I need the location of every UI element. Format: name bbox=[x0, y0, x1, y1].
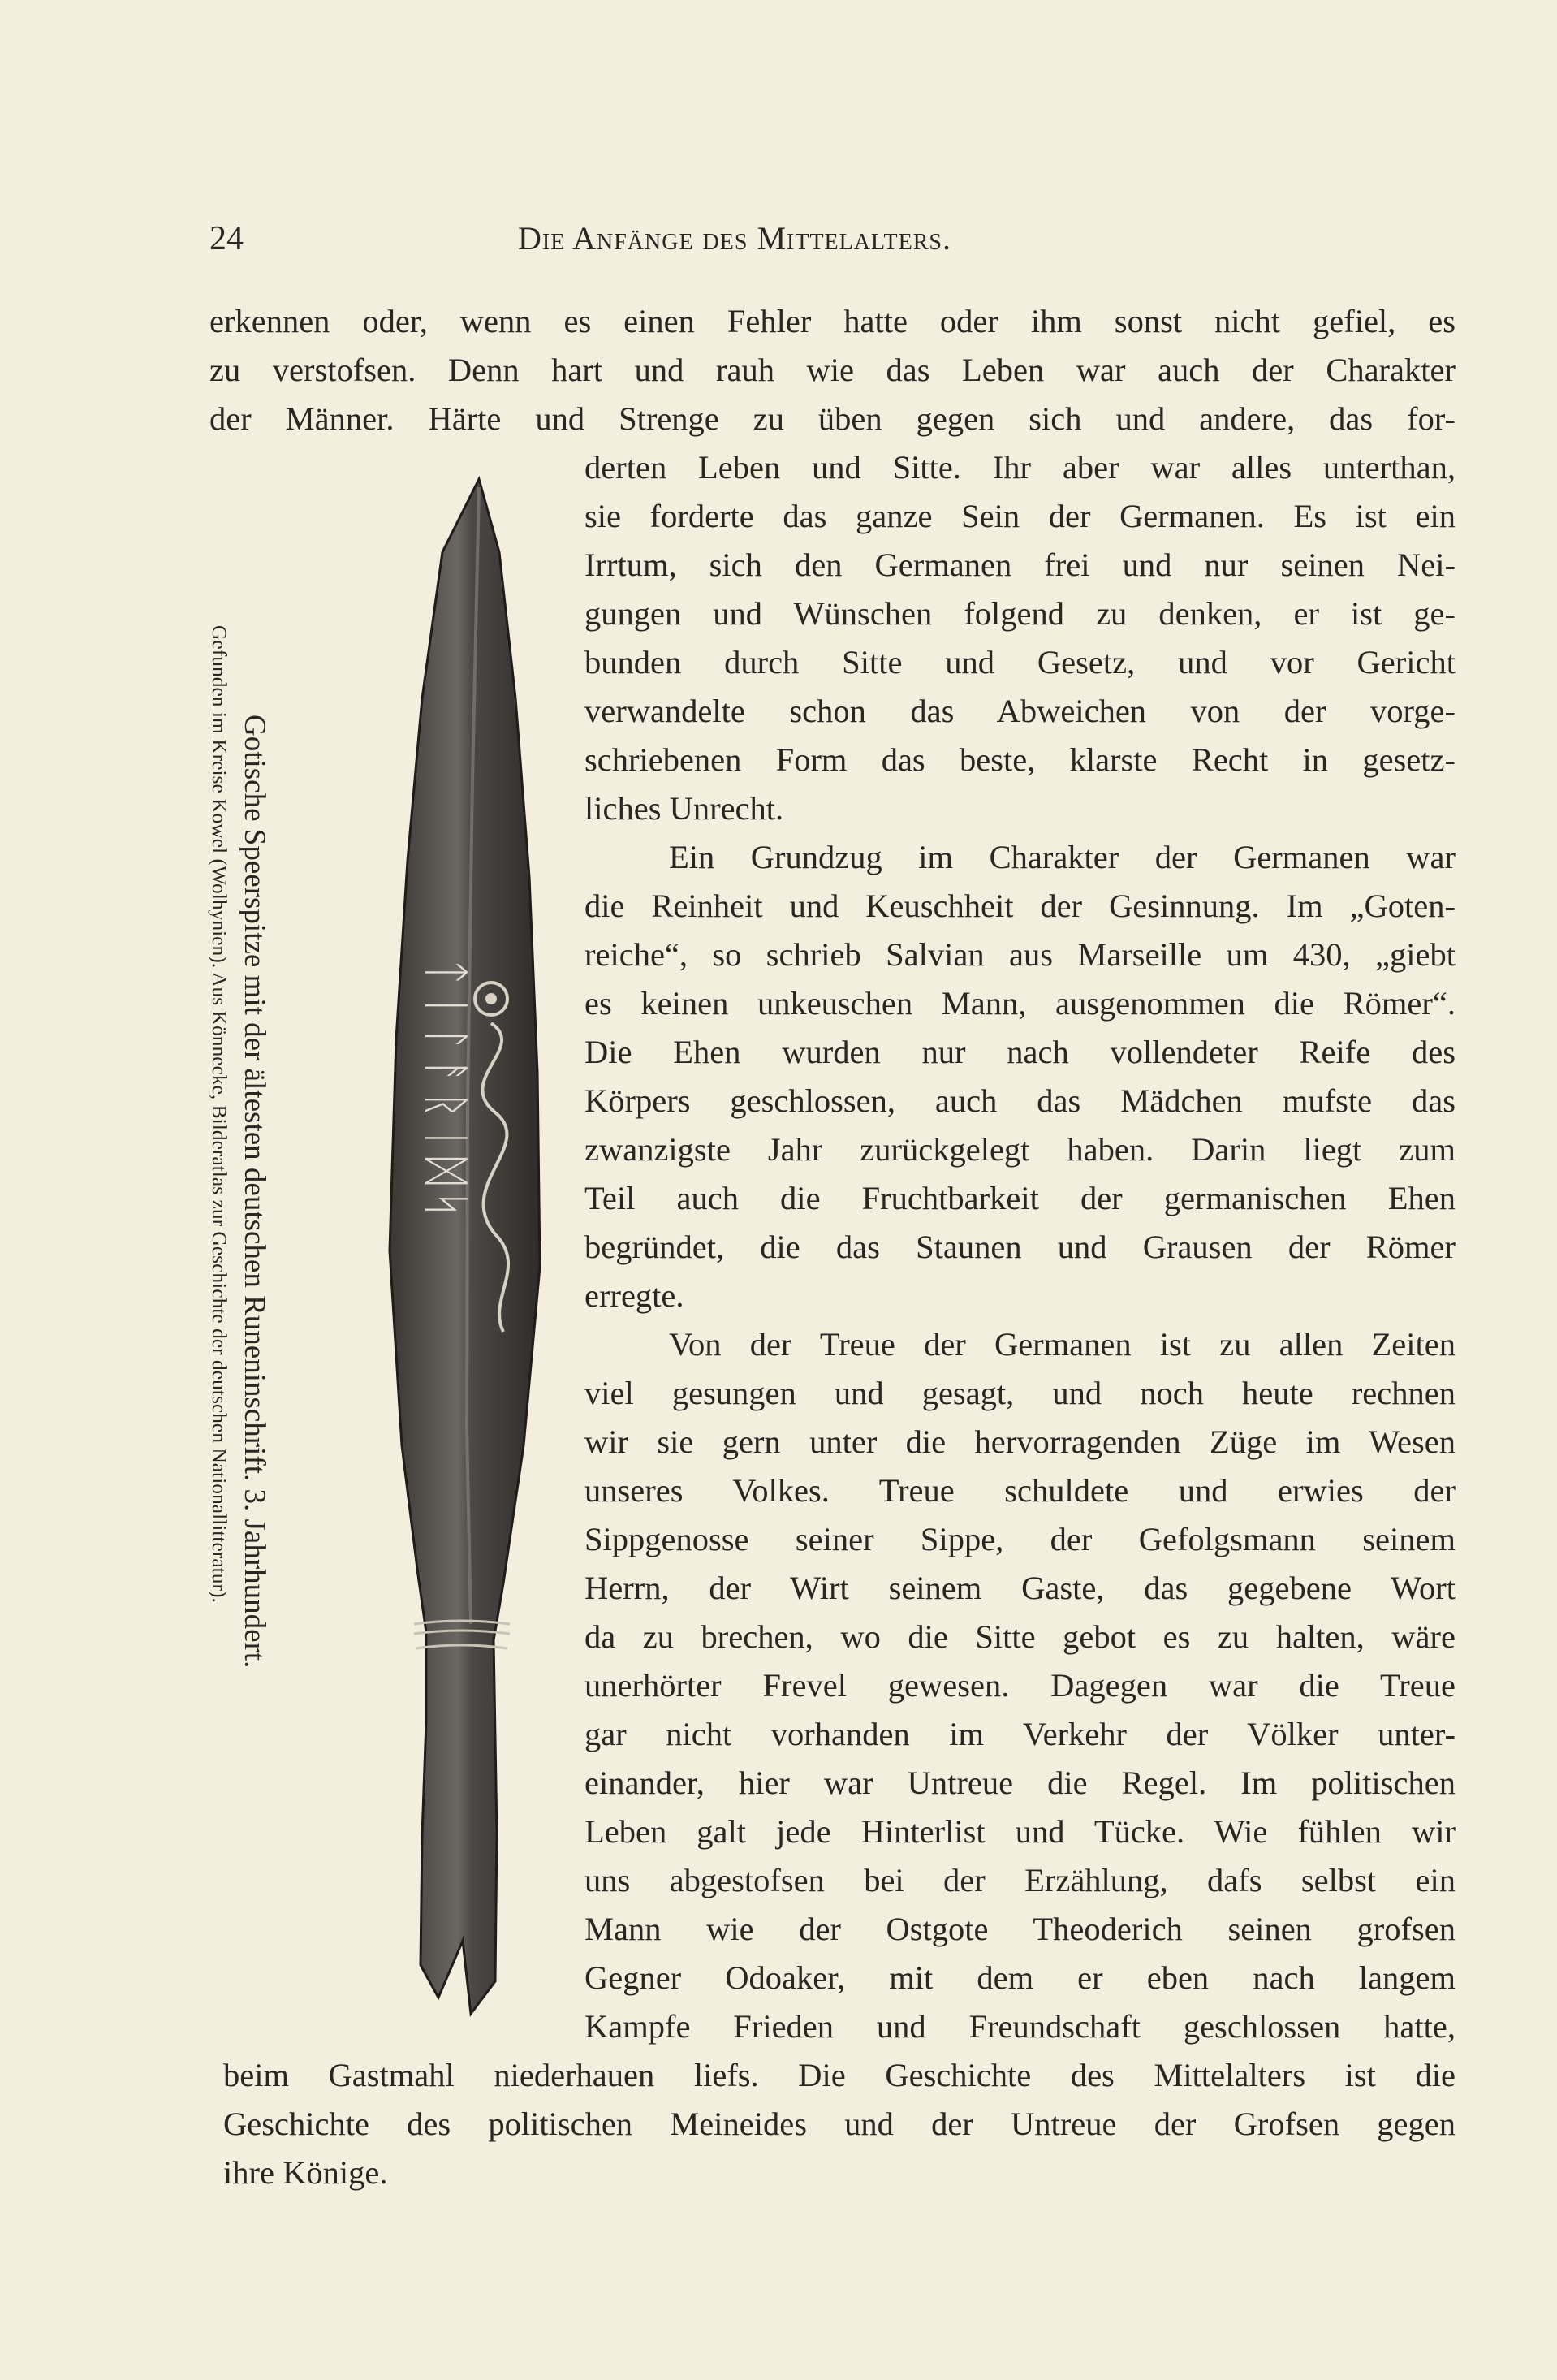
body-line: gar nicht vorhanden im Verkehr der Völker unter- bbox=[584, 1716, 1456, 1752]
body-line: unseres Volkes. Treue schuldete und erwies der bbox=[584, 1472, 1456, 1509]
body-line: Teil auch die Fruchtbarkeit der germanischen Ehen bbox=[584, 1180, 1456, 1216]
body-line: viel gesungen und gesagt, und noch heute rechnen bbox=[584, 1375, 1456, 1411]
body-line: reiche“, so schrieb Salvian aus Marseille um 430, „giebt bbox=[584, 936, 1456, 973]
body-line: Herrn, der Wirt seinem Gaste, das gegebene Wort bbox=[584, 1570, 1456, 1606]
body-line: Sippgenosse seiner Sippe, der Gefolgsmann seinem bbox=[584, 1521, 1456, 1557]
body-line: Gegner Odoaker, mit dem er eben nach langem bbox=[584, 1959, 1456, 1996]
body-line: Leben galt jede Hinterlist und Tücke. Wie fühlen wir bbox=[584, 1813, 1456, 1850]
body-line: einander, hier war Untreue die Regel. Im politischen bbox=[584, 1764, 1456, 1801]
body-line: Die Ehen wurden nur nach vollendeter Reife des bbox=[584, 1034, 1456, 1070]
body-line: Geschichte des politischen Meineides und der Untreue der Grofsen gegen bbox=[223, 2106, 1456, 2142]
body-line: uns abgestofsen bei der Erzählung, dafs selbst ein bbox=[584, 1862, 1456, 1898]
body-line: zu verstofsen. Denn hart und rauh wie das Leben war auch der Charakter bbox=[209, 352, 1456, 388]
body-line: Kampfe Frieden und Freundschaft geschlossen hatte, bbox=[584, 2008, 1456, 2045]
body-line: wir sie gern unter die hervorragenden Züge im Wesen bbox=[584, 1423, 1456, 1460]
body-line: sie forderte das ganze Sein der Germanen. Es ist ein bbox=[584, 498, 1456, 534]
body-line: derten Leben und Sitte. Ihr aber war alles unterthan, bbox=[584, 449, 1456, 486]
body-line: ihre Könige. bbox=[223, 2154, 388, 2191]
body-line: bunden durch Sitte und Gesetz, und vor Gericht bbox=[584, 644, 1456, 680]
body-line: schriebenen Form das beste, klarste Recht in gesetz- bbox=[584, 741, 1456, 778]
rune-inscription: ᛏᛁᛚᚨᚱᛁᛞᛋ bbox=[419, 958, 474, 1224]
page-number: 24 bbox=[209, 220, 244, 257]
body-line: unerhörter Frevel gewesen. Dagegen war die Treue bbox=[584, 1667, 1456, 1704]
body-line: Irrtum, sich den Germanen frei und nur seinen Nei- bbox=[584, 546, 1456, 583]
body-line: die Reinheit und Keuschheit der Gesinnung. Im „Goten- bbox=[584, 888, 1456, 924]
body-line: beim Gastmahl niederhauen liefs. Die Geschichte des Mittelalters ist die bbox=[223, 2057, 1456, 2093]
body-line: erregte. bbox=[584, 1277, 684, 1314]
body-line: zwanzigste Jahr zurückgelegt haben. Darin liegt zum bbox=[584, 1131, 1456, 1168]
body-line: Von der Treue der Germanen ist zu allen Zeiten bbox=[669, 1326, 1456, 1363]
body-line: es keinen unkeuschen Mann, ausgenommen die Römer“. bbox=[584, 985, 1456, 1022]
body-line: da zu brechen, wo die Sitte gebot es zu halten, wäre bbox=[584, 1618, 1456, 1655]
running-head: Die Anfänge des Mittelalters. bbox=[518, 220, 951, 257]
body-line: Ein Grundzug im Charakter der Germanen war bbox=[669, 839, 1456, 875]
body-line: verwandelte schon das Abweichen von der vorge- bbox=[584, 693, 1456, 729]
body-line: liches Unrecht. bbox=[584, 790, 784, 827]
body-line: Körpers geschlossen, auch das Mädchen mufste das bbox=[584, 1082, 1456, 1119]
body-line: der Männer. Härte und Strenge zu üben gegen sich und andere, das for- bbox=[209, 400, 1456, 437]
body-line: erkennen oder, wenn es einen Fehler hatte oder ihm sonst nicht gefiel, es bbox=[209, 303, 1456, 339]
figure-caption-source: Gefunden im Kreise Kowel (Wolhynien). Aus Könnecke, Bilderatlas zur Geschichte der deutschen Nationallitteratur). bbox=[208, 625, 231, 1603]
spearhead-figure bbox=[357, 455, 609, 2046]
body-line: Mann wie der Ostgote Theoderich seinen grofsen bbox=[584, 1911, 1456, 1947]
spearhead-blade bbox=[390, 479, 540, 2014]
figure-caption-title: Gotische Speerspitze mit der ältesten deutschen Runeninschrift. 3. Jahrhundert. bbox=[238, 715, 271, 1669]
body-line: begründet, die das Staunen und Grausen der Römer bbox=[584, 1229, 1456, 1265]
body-line: gungen und Wünschen folgend zu denken, er ist ge- bbox=[584, 595, 1456, 632]
page-header bbox=[209, 219, 1460, 268]
